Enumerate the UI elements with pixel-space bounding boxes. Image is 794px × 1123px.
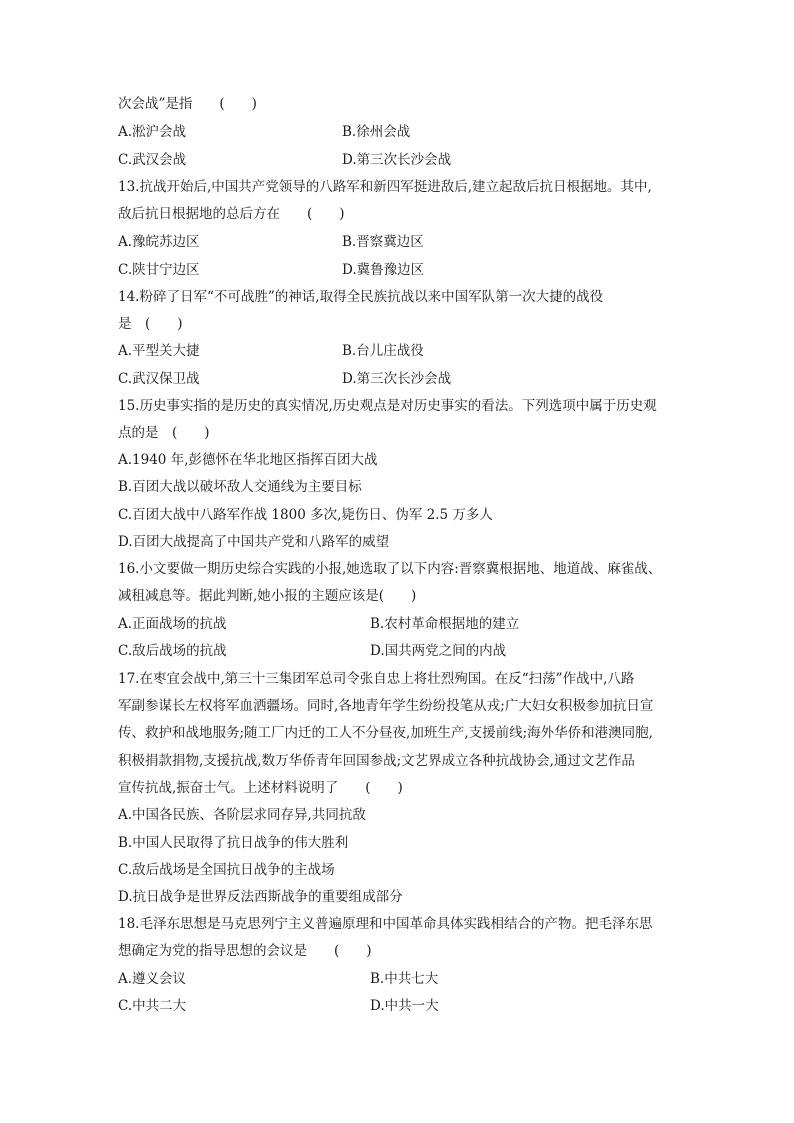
q17-option-b: B.中国人民取得了抗日战争的伟大胜利 — [118, 835, 349, 851]
q16-stem-line-2: 减租减息等。据此判断,她小报的主题应该是( ) — [118, 588, 417, 604]
q17-stem-line-4: 积极捐款捐物,支援抗战,数万华侨青年回国参战;文艺界成立各种抗战协会,通过文艺作品 — [118, 753, 635, 769]
q16-option-a: A.正面战场的抗战 — [118, 616, 227, 632]
q17-stem-line-3: 传、救护和战地服务;随工厂内迁的工人不分昼夜,加班生产,支援前线;海外华侨和港澳同胞, — [118, 725, 653, 741]
q18-option-c: C.中共二大 — [118, 998, 187, 1014]
q14-option-a: A.平型关大捷 — [118, 343, 200, 359]
q16-option-d: D.国共两党之间的内战 — [370, 643, 507, 659]
q18-stem-line-1: 18.毛泽东思想是马克思列宁主义普遍原理和中国革命具体实践相结合的产物。把毛泽东思 — [118, 916, 653, 932]
q18-option-a: A.遵义会议 — [118, 971, 187, 987]
q17-option-a: A.中国各民族、各阶层求同存异,共同抗敌 — [118, 807, 366, 823]
q17-stem-line-1: 17.在枣宜会战中,第三十三集团军总司令张自忠上将壮烈殉国。在反“扫荡”作战中,八路 — [118, 671, 635, 687]
q17-option-d: D.抗日战争是世界反法西斯战争的重要组成部分 — [118, 889, 403, 905]
q12-option-c: C.武汉会战 — [118, 152, 187, 168]
q14-stem-line-2: 是 ( ) — [118, 316, 183, 332]
q16-option-b: B.农村革命根据地的建立 — [370, 616, 520, 632]
q13-stem-line-2: 敌后抗日根据地的总后方在 ( ) — [118, 206, 345, 222]
q16-option-c: C.敌后战场的抗战 — [118, 643, 227, 659]
q17-stem-line-5: 宣传抗战,振奋士气。上述材料说明了 ( ) — [118, 780, 403, 796]
q12-stem-end: 次会战”是指 ( ) — [118, 96, 257, 112]
q12-option-a: A.淞沪会战 — [118, 124, 187, 140]
q14-stem-line-1: 14.粉碎了日军“不可战胜”的神话,取得全民族抗战以来中国军队第一次大捷的战役 — [118, 289, 604, 305]
q13-option-d: D.冀鲁豫边区 — [342, 262, 425, 278]
q18-option-b: B.中共七大 — [370, 971, 439, 987]
q18-option-d: D.中共一大 — [370, 998, 439, 1014]
q14-option-c: C.武汉保卫战 — [118, 371, 200, 387]
q15-option-b: B.百团大战以破坏敌人交通线为主要目标 — [118, 479, 362, 495]
q13-option-a: A.豫皖苏边区 — [118, 234, 200, 250]
q15-option-a: A.1940 年,彭德怀在华北地区指挥百团大战 — [118, 452, 378, 468]
q12-option-d: D.第三次长沙会战 — [342, 152, 452, 168]
q15-stem-line-2: 点的是 ( ) — [118, 425, 210, 441]
q12-option-b: B.徐州会战 — [342, 124, 411, 140]
q14-option-d: D.第三次长沙会战 — [342, 371, 452, 387]
q15-option-d: D.百团大战提高了中国共产党和八路军的威望 — [118, 534, 390, 550]
q17-stem-line-2: 军副参谋长左权将军血洒疆场。同时,各地青年学生纷纷投笔从戎;广大妇女积极参加抗日宣 — [118, 698, 654, 714]
q15-option-c: C.百团大战中八路军作战 1800 多次,毙伤日、伪军 2.5 万多人 — [118, 507, 493, 523]
q16-stem-line-1: 16.小文要做一期历史综合实践的小报,她选取了以下内容:晋察冀根据地、地道战、麻雀战、 — [118, 561, 662, 577]
q13-stem-line-1: 13.抗战开始后,中国共产党领导的八路军和新四军挺进敌后,建立起敌后抗日根据地。其中, — [118, 179, 652, 195]
q17-option-c: C.敌后战场是全国抗日战争的主战场 — [118, 862, 335, 878]
q18-stem-line-2: 想确定为党的指导思想的会议是 ( ) — [118, 943, 372, 959]
q13-option-c: C.陕甘宁边区 — [118, 262, 200, 278]
q15-stem-line-1: 15.历史事实指的是历史的真实情况,历史观点是对历史事实的看法。下列选项中属于历史观 — [118, 398, 657, 414]
q13-option-b: B.晋察冀边区 — [342, 234, 424, 250]
q14-option-b: B.台儿庄战役 — [342, 343, 424, 359]
